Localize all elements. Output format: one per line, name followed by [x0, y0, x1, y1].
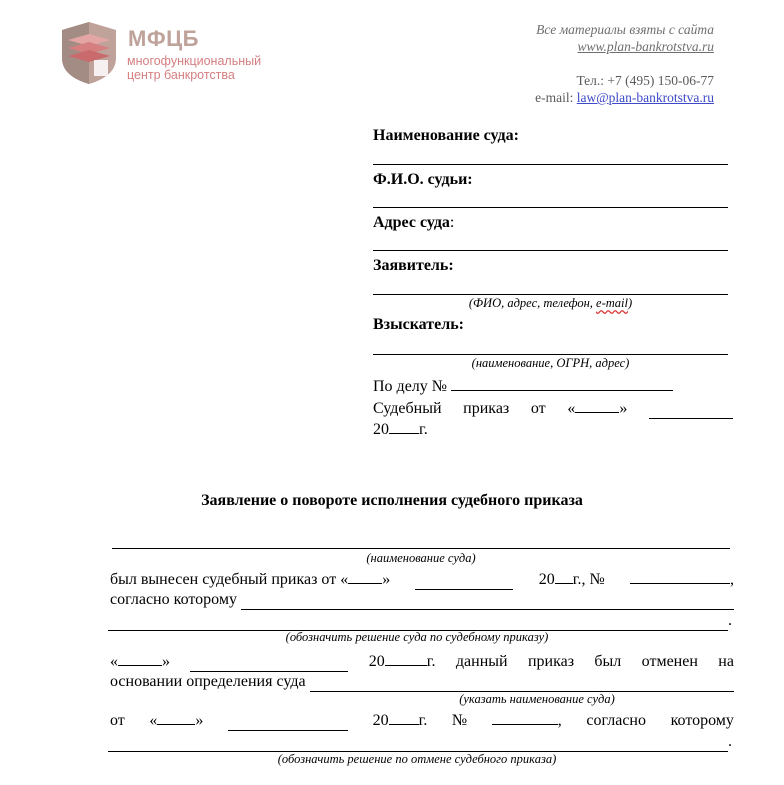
applicant-line[interactable] — [373, 294, 728, 295]
logo-subtitle-line1: многофункциональный — [127, 54, 262, 68]
contact-block — [394, 21, 714, 106]
cancelled-word-5: на — [718, 653, 734, 670]
cancelled-word-3: был — [594, 653, 622, 670]
logo-icon — [58, 20, 120, 86]
court-address-line[interactable] — [373, 250, 728, 251]
cancelled-word-2: приказ — [527, 653, 575, 670]
ruling-year-blank[interactable] — [389, 709, 419, 725]
according-row — [110, 590, 734, 610]
ruling-text: основании определения суда — [110, 673, 306, 690]
court-address-text: Адрес суда — [373, 214, 450, 231]
order-year-row — [373, 418, 428, 440]
decision-row — [108, 611, 732, 631]
case-number-row — [373, 375, 728, 397]
applicant-caption-pre: (ФИО, адрес, телефон, — [468, 296, 597, 310]
order-month-blank[interactable] — [649, 403, 733, 419]
order-word-3: от — [530, 400, 546, 417]
claimant-line[interactable] — [373, 354, 728, 355]
claimant-label: Взыскатель: — [373, 316, 464, 333]
cancelled-year: 20 г. — [369, 650, 436, 672]
ruling-day-blank[interactable] — [157, 709, 195, 725]
court-address-colon: : — [449, 214, 455, 231]
issued-year: 20 г., № — [539, 568, 605, 590]
judge-label: Ф.И.О. судьи: — [373, 171, 473, 188]
issued-number: , — [630, 568, 734, 590]
ruling-date-row — [110, 709, 734, 731]
order-issued-row — [110, 568, 734, 590]
ruling-word-2: которому — [670, 712, 734, 729]
applicant-caption-post: ) — [627, 296, 633, 310]
order-date-row — [373, 397, 733, 419]
document-title: Заявление о повороте исполнения судебного приказа — [201, 492, 583, 509]
issued-day-blank[interactable] — [348, 568, 382, 584]
ruling-year: 20 г. — [373, 709, 428, 731]
ruling-month-blank[interactable] — [228, 715, 348, 731]
order-word-1: Судебный — [373, 400, 442, 417]
applicant-label: Заявитель: — [373, 257, 454, 274]
logo-subtitle — [127, 54, 261, 82]
applicant-caption-mail: e-mail — [596, 296, 628, 310]
court-name-label: Наименование суда: — [373, 127, 519, 144]
order-year-blank[interactable] — [389, 418, 419, 434]
according-text: согласно которому — [110, 591, 237, 608]
cancelled-word-4: отменен — [641, 653, 698, 670]
cancelled-row — [110, 650, 734, 672]
court-address-label — [373, 213, 728, 233]
decision-blank[interactable] — [108, 615, 728, 631]
applicant-caption — [373, 296, 728, 310]
email-link[interactable]: law@plan-bankrotstva.ru — [576, 90, 714, 105]
ruling-number: , — [492, 709, 562, 731]
ruling-blank[interactable] — [310, 676, 734, 692]
ruling-caption: (указать наименование суда) — [459, 692, 615, 706]
ruling-row — [110, 672, 734, 692]
order-issued-text: был вынесен судебный приказ от « » — [110, 568, 390, 590]
court-name-line[interactable] — [373, 164, 728, 165]
ruling-day: « » — [149, 709, 203, 731]
email-label: e-mail: — [535, 90, 577, 105]
order-date-day: « » — [567, 397, 627, 419]
court-name-body-line[interactable] — [112, 548, 730, 549]
cancel-decision-caption: (обозначить решение по отмене судебного приказа) — [277, 752, 557, 766]
ruling-word-1: согласно — [586, 712, 646, 729]
order-word-2: приказ — [463, 400, 510, 417]
source-text: Все материалы взяты с сайта — [536, 22, 714, 37]
decision-caption: (обозначить решение суда по судебному приказу) — [285, 630, 549, 644]
issued-number-blank[interactable] — [630, 568, 730, 584]
cancelled-year-blank[interactable] — [385, 650, 427, 666]
order-year-suffix: г. — [419, 421, 428, 438]
cancel-decision-row — [108, 732, 732, 752]
case-number-blank[interactable] — [451, 375, 673, 391]
site-link[interactable]: www.plan-bankrotstva.ru — [577, 39, 714, 54]
cancel-decision-blank[interactable] — [108, 736, 728, 752]
case-number-label: По делу № — [373, 378, 452, 395]
issued-year-blank[interactable] — [555, 568, 573, 584]
order-day-blank[interactable] — [575, 397, 619, 413]
cancelled-month-blank[interactable] — [190, 656, 348, 672]
issued-month-blank[interactable] — [415, 574, 513, 590]
ruling-from: от — [110, 712, 125, 729]
cancelled-day-blank[interactable] — [118, 650, 162, 666]
claimant-caption: (наименование, ОГРН, адрес) — [471, 356, 630, 370]
ruling-number-blank[interactable] — [492, 709, 558, 725]
cancel-decision-end: . — [728, 733, 732, 750]
email-row — [394, 89, 714, 106]
ruling-no: № — [451, 712, 468, 729]
cancelled-word-1: данный — [455, 653, 508, 670]
judge-line[interactable] — [373, 207, 728, 208]
according-blank[interactable] — [241, 594, 734, 610]
logo-name: МФЦБ — [128, 26, 199, 51]
order-year-prefix: 20 — [373, 421, 389, 438]
court-name-caption: (наименование суда) — [366, 551, 476, 565]
decision-end: . — [728, 612, 732, 629]
phone-text: Тел.: +7 (495) 150-06-77 — [576, 73, 714, 88]
cancelled-day: « » — [110, 650, 170, 672]
logo-subtitle-line2: центр банкротства — [127, 68, 235, 82]
